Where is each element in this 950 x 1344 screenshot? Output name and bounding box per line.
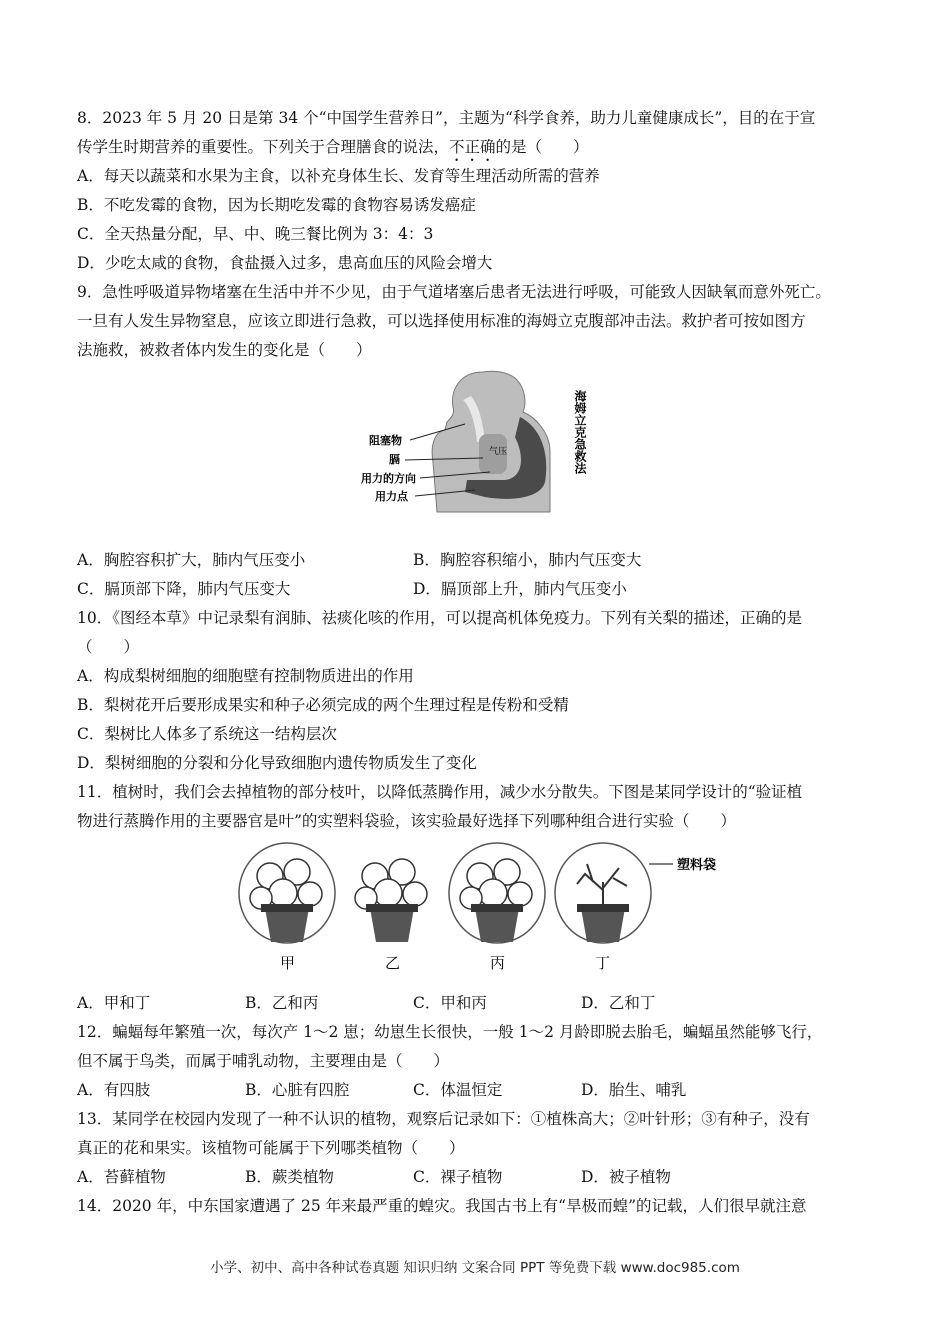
- label-diaphragm: 膈: [389, 453, 400, 466]
- label-force-point: 用力点: [375, 490, 408, 503]
- q9-stem-line3: 法施救，被救者体内发生的变化是（ ）: [77, 341, 372, 359]
- q12-option-c: C．体温恒定: [413, 1081, 503, 1099]
- q8-emphasis: 不正确: [449, 138, 496, 156]
- q12-option-b: B．心脏有四腔: [245, 1081, 350, 1099]
- q12-stem-line1: 12．蝙蝠每年繁殖一次，每次产 1～2 崽；幼崽生长很快，一般 1～2 月龄即脱去胎毛，蝙蝠虽然能够飞行，: [77, 1023, 823, 1041]
- q8-stem-post: 的是（ ）: [495, 138, 589, 156]
- plant-jia: [239, 843, 335, 943]
- q12-option-d: D．胎生、哺乳: [581, 1081, 687, 1099]
- q11-stem-line1: 11．植树时，我们会去掉植物的部分枝叶，以降低蒸腾作用，减少水分散失。下图是某同学设计的“验证植: [77, 783, 803, 801]
- q13-stem-line2: 真正的花和果实。该植物可能属于下列哪类植物（ ）: [77, 1139, 465, 1157]
- plant-label-ding: 丁: [595, 954, 611, 972]
- q12-options: [77, 1080, 686, 1100]
- q12-option-a: A．有四肢: [77, 1081, 151, 1099]
- q11-options: [77, 993, 655, 1013]
- q8-stem-line2: [77, 137, 589, 165]
- q13-option-c: C．裸子植物: [413, 1168, 503, 1186]
- plant-ding: [555, 843, 673, 943]
- plant-label-bing: 丙: [490, 954, 506, 972]
- q13-option-a: A．苔藓植物: [77, 1168, 166, 1186]
- q8-option-a: A．每天以蔬菜和水果为主食，以补充身体生长、发育等生理活动所需的营养: [77, 167, 600, 185]
- plastic-bag-label: 塑料袋: [677, 858, 717, 873]
- page-footer: 小学、初中、高中各种试卷真题 知识归纳 文案合同 PPT 等免费下载 www.doc985.com: [210, 1260, 740, 1276]
- q10-stem-line2: （ ）: [77, 638, 140, 656]
- q10-option-b: B．梨树花开后要形成果实和种子必须完成的两个生理过程是传粉和受精: [77, 696, 569, 714]
- q10-option-c: C．梨树比人体多了系统这一结构层次: [77, 725, 337, 743]
- q8-stem-line1: 8．2023 年 5 月 20 日是第 34 个“中国学生营养日”，主题为“科学食养，助力儿童健康成长”，目的在于宣: [77, 109, 816, 127]
- q11-option-b: B．乙和丙: [245, 994, 319, 1012]
- heimlich-figure: [355, 362, 595, 522]
- q9-option-a: A．胸腔容积扩大，肺内气压变小: [77, 551, 306, 569]
- q9-stem-line2: 一旦有人发生异物窒息，应该立即进行急救，可以选择使用标准的海姆立克腹部冲击法。救护者可按如图方: [77, 312, 806, 330]
- figure-vertical-title: 海姆立克急救法: [573, 390, 587, 474]
- q10-option-a: A．构成梨树细胞的细胞壁有控制物质进出的作用: [77, 667, 414, 685]
- q8-option-b: B．不吃发霉的食物，因为长期吃发霉的食物容易诱发癌症: [77, 196, 476, 214]
- plants-figure: [225, 838, 745, 978]
- q14-stem-line1: 14．2020 年，中东国家遭遇了 25 年来最严重的蝗灾。我国古书上有“旱极而蝗”的记载，人们很早就注意: [77, 1197, 807, 1215]
- q13-option-d: D．被子植物: [581, 1168, 671, 1186]
- q12-stem-line2: 但不属于鸟类，而属于哺乳动物，主要理由是（ ）: [77, 1052, 450, 1070]
- label-obstruction: 阻塞物: [369, 434, 402, 447]
- q13-stem-line1: 13．某同学在校园内发现了一种不认识的植物，观察后记录如下：①植株高大；②叶针形；③有种子，没有: [77, 1110, 810, 1128]
- q9-option-d: D．膈顶部上升，肺内气压变小: [413, 580, 627, 598]
- q10-stem-line1: 10．《图经本草》中记录梨有润肺、祛痰化咳的作用，可以提高机体免疫力。下列有关梨的描述，正确的是: [77, 609, 802, 627]
- q9-options-row1: [77, 550, 641, 570]
- q9-options-row2: [77, 579, 627, 599]
- label-air-pressure: 气压: [489, 447, 508, 457]
- q11-option-a: A．甲和丁: [77, 994, 151, 1012]
- q9-stem-line1: 9．急性呼吸道异物堵塞在生活中并不少见，由于气道堵塞后患者无法进行呼吸，可能致人因缺氧而意外死亡。: [77, 283, 831, 301]
- q11-stem-line2: 物进行蒸腾作用的主要器官是叶”的实塑料袋验，该实验最好选择下列哪种组合进行实验（ ）: [77, 812, 736, 830]
- plant-label-jia: 甲: [280, 954, 296, 972]
- plant-bing: [449, 843, 545, 943]
- plant-label-yi: 乙: [385, 954, 401, 972]
- q8-stem-pre: 传学生时期营养的重要性。下列关于合理膳食的说法，: [77, 138, 450, 156]
- q8-option-d: D．少吃太咸的食物，食盐摄入过多，患高血压的风险会增大: [77, 254, 493, 272]
- q11-option-d: D．乙和丁: [581, 994, 656, 1012]
- plant-yi: [355, 859, 427, 942]
- q10-option-d: D．梨树细胞的分裂和分化导致细胞内遗传物质发生了变化: [77, 754, 477, 772]
- q11-option-c: C．甲和丙: [413, 994, 487, 1012]
- q9-option-b: B．胸腔容积缩小，肺内气压变大: [413, 551, 642, 569]
- q8-option-c: C．全天热量分配，早、中、晚三餐比例为 3：4：3: [77, 225, 434, 243]
- q13-option-b: B．蕨类植物: [245, 1168, 334, 1186]
- q9-option-c: C．膈顶部下降，肺内气压变大: [77, 580, 291, 598]
- q13-options: [77, 1167, 671, 1187]
- label-force-direction: 用力的方向: [361, 472, 416, 485]
